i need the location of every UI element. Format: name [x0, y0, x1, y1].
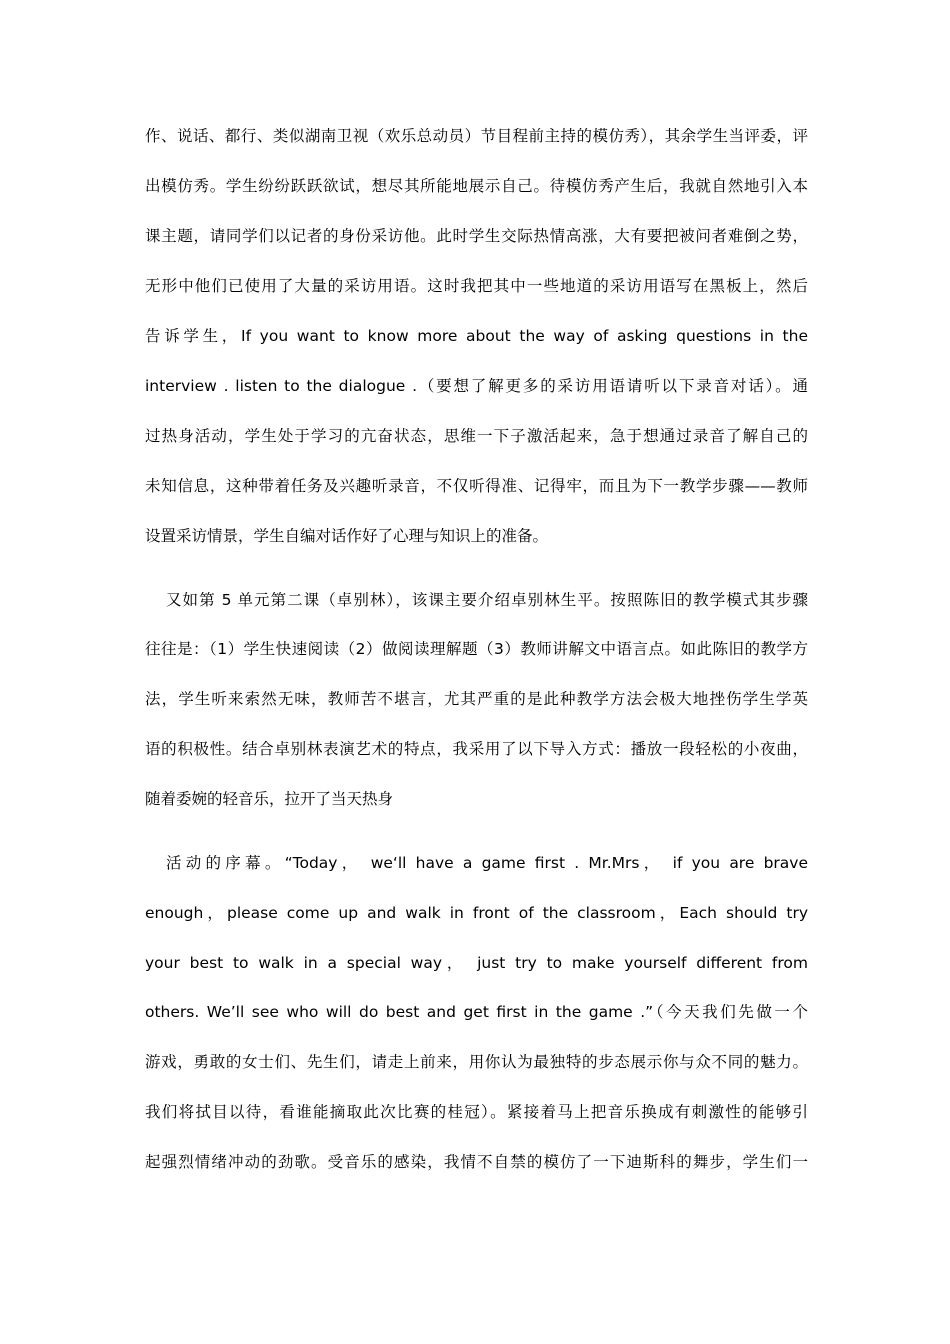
text-line: others. We’ll see who will do best and get first in the game .”（今天我们先做一个	[145, 1003, 808, 1021]
text-line: 往往是：（1）学生快速阅读（2）做阅读理解题（3）教师讲解文中语言点。如此陈旧的教学方	[145, 640, 808, 658]
text-line: 未知信息，这种带着任务及兴趣听录音，不仅听得准、记得牢，而且为下一教学步骤——教师	[145, 477, 808, 495]
text-line: your best to walk in a special way， just try to make yourself different from	[145, 954, 808, 972]
text-line: 又如第 5 单元第二课（卓别林），该课主要介绍卓别林生平。按照陈旧的教学模式其步骤	[166, 591, 808, 609]
text-line: 过热身活动，学生处于学习的亢奋状态，思维一下子激活起来，急于想通过录音了解自己的	[145, 427, 808, 445]
text-line: 法，学生听来索然无味，教师苦不堪言，尤其严重的是此种教学方法会极大地挫伤学生学英	[145, 690, 808, 708]
text-line: 课主题，请同学们以记者的身份采访他。此时学生交际热情高涨，大有要把被问者难倒之势，	[145, 227, 808, 245]
text-line: 活动的序幕。“Today， we‘ll have a game first . Mr.Mrs， if you are brave	[166, 854, 808, 872]
text-line: 我们将拭目以待，看谁能摘取此次比赛的桂冠）。紧接着马上把音乐换成有刺激性的能够引	[145, 1103, 808, 1121]
text-line: 设置采访情景，学生自编对话作好了心理与知识上的准备。	[145, 527, 549, 545]
text-line: 告诉学生，If you want to know more about the way of asking questions in the	[145, 327, 808, 345]
text-line: 无形中他们已使用了大量的采访用语。这时我把其中一些地道的采访用语写在黑板上，然后	[145, 277, 808, 295]
text-line: enough，please come up and walk in front of the classroom，Each should try	[145, 904, 808, 922]
text-line: 出模仿秀。学生纷纷跃跃欲试，想尽其所能地展示自己。待模仿秀产生后，我就自然地引入本	[145, 177, 808, 195]
text-line: interview . listen to the dialogue .（要想了解更多的采访用语请听以下录音对话）。通	[145, 377, 808, 395]
text-line: 作、说话、都行、类似湖南卫视（欢乐总动员）节目程前主持的模仿秀），其余学生当评委，评	[145, 127, 808, 145]
text-line: 起强烈情绪冲动的劲歌。受音乐的感染，我情不自禁的模仿了一下迪斯科的舞步，学生们一	[145, 1153, 808, 1171]
text-line: 游戏，勇敢的女士们、先生们，请走上前来，用你认为最独特的步态展示你与众不同的魅力。	[145, 1053, 808, 1071]
text-line: 语的积极性。结合卓别林表演艺术的特点，我采用了以下导入方式：播放一段轻松的小夜曲，	[145, 740, 808, 758]
text-line: 随着委婉的轻音乐，拉开了当天热身	[145, 790, 394, 808]
